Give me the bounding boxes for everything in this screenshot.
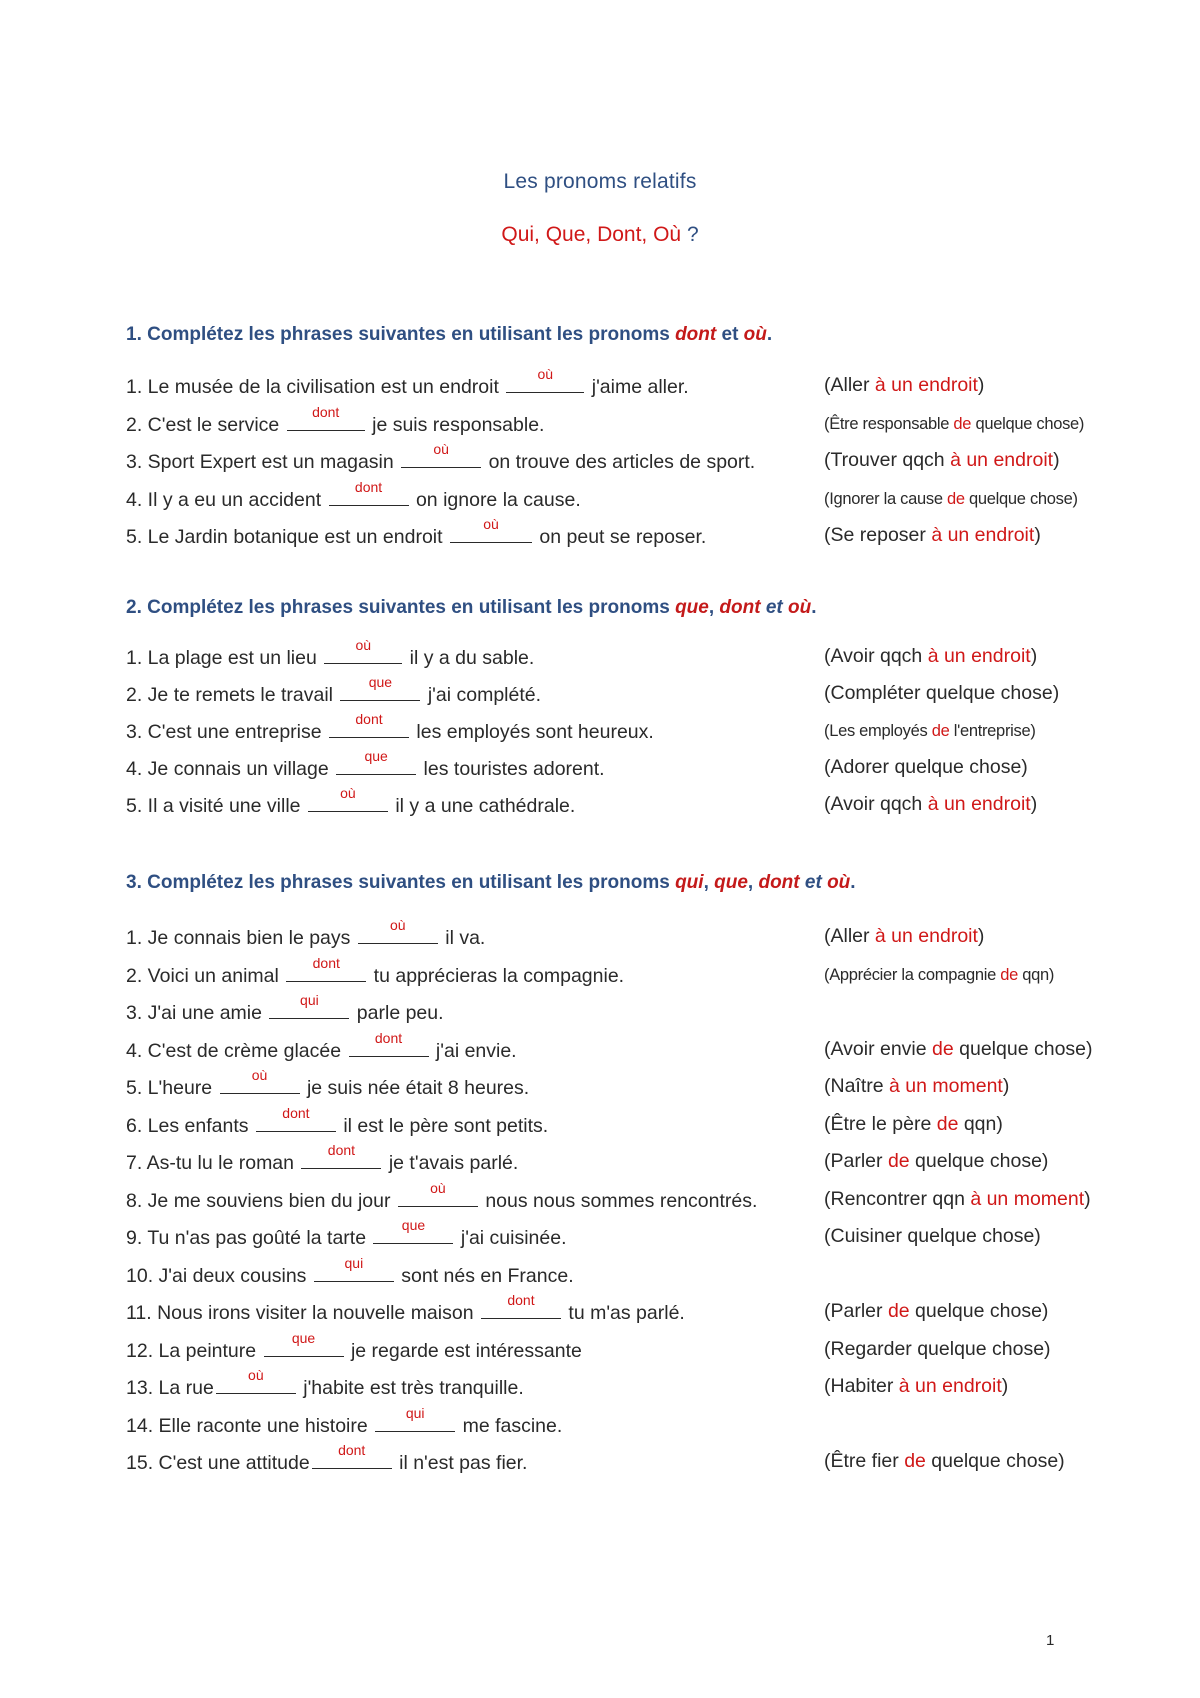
hint-text: (Cuisiner quelque chose) (824, 1225, 1041, 1247)
answer-blank[interactable] (264, 1329, 344, 1357)
answer-text: où (340, 785, 356, 801)
sentence-start: 4. Il y a eu un accident (126, 488, 327, 511)
sentence-end: je regarde est intéressante (345, 1339, 582, 1362)
exercise-sentence (126, 441, 756, 474)
hint-text: (Adorer quelque chose) (824, 756, 1028, 778)
hint-preposition: à un moment (889, 1075, 1003, 1097)
sentence-end: j'ai cuisinée. (455, 1227, 567, 1249)
answer-blank[interactable] (301, 1142, 381, 1169)
sentence-start: 10. J'ai deux cousins (126, 1264, 312, 1287)
answer-blank[interactable] (450, 516, 532, 543)
answer-blank[interactable] (349, 1029, 429, 1057)
sentence-start: 11. Nous irons visiter la nouvelle maison (126, 1302, 479, 1324)
sentence-start: 5. L'heure (126, 1077, 218, 1099)
exercise-item (126, 1067, 1136, 1103)
hint-text: (Être responsable de quelque chose) (824, 414, 1085, 433)
hint-text: (Regarder quelque chose) (824, 1337, 1051, 1360)
hint-text: (Parler de quelque chose) (824, 1150, 1049, 1172)
sentence-start: 3. C'est une entreprise (126, 721, 327, 743)
answer-text: qui (344, 1254, 364, 1271)
exercise-item (126, 478, 1136, 515)
sentence-end: sont nés en France. (395, 1264, 574, 1287)
exercise-sentence (126, 1404, 563, 1438)
answer-blank[interactable] (336, 748, 416, 775)
hint-text: (Avoir qqch à un endroit) (824, 645, 1038, 667)
hint-text: (Être le père de qqn) (824, 1112, 1003, 1135)
sentence-end: on trouve des articles de sport. (483, 451, 756, 473)
exercise-sentence (126, 785, 576, 818)
sentence-end: les employés sont heureux. (411, 721, 654, 743)
answer-text: que (401, 1217, 426, 1233)
exercise-sentence (126, 1029, 517, 1063)
exercise-item (126, 1179, 1136, 1216)
sentence-start: 2. C'est le service (126, 413, 285, 436)
pronoun-que: que (714, 872, 748, 893)
sentence-start: 4. C'est de crème glacée (126, 1039, 347, 1062)
hint-preposition: de (1000, 965, 1018, 984)
answer-blank[interactable] (375, 1404, 455, 1432)
hint-preposition: à un endroit (898, 1375, 1002, 1397)
sentence-end: je t'avais parlé. (383, 1152, 519, 1174)
sentence-end: il n'est pas fier. (393, 1452, 528, 1474)
sentence-end: j'ai envie. (430, 1039, 517, 1062)
subtitle-words: Qui, Que, Dont, Où (501, 223, 682, 246)
exercise-item (126, 1104, 1136, 1141)
exercise-sentence (126, 674, 542, 707)
answer-text: qui (405, 1404, 425, 1421)
exercise-item (126, 954, 1136, 991)
hint-preposition: de (887, 1300, 910, 1322)
exercise-item (126, 1029, 1136, 1066)
exercise-sentence (126, 1217, 567, 1250)
sentence-start: 1. Le musée de la civilisation est un endroit (126, 376, 505, 398)
hint-text: (Les employés de l'entreprise) (824, 722, 1036, 740)
hint-text: (Rencontrer qqn à un moment) (824, 1187, 1091, 1210)
sentence-end: nous nous sommes rencontrés. (479, 1189, 758, 1212)
sentence-end: j'ai complété. (422, 684, 542, 706)
answer-text: dont (338, 1442, 366, 1458)
section-3-heading: 3. Complétez les phrases suivantes en utilisant les pronoms qui, que, dont et où. (126, 872, 856, 893)
exercise-sentence (126, 1329, 582, 1363)
exercise-item (126, 711, 1136, 747)
hint-text: (Compléter quelque chose) (824, 682, 1060, 704)
pronoun-qui: qui (675, 872, 704, 893)
answer-blank[interactable] (506, 366, 584, 393)
answer-text: où (390, 917, 406, 933)
exercise-item (126, 1404, 1136, 1441)
exercise-item (126, 637, 1136, 673)
hint-text: (Avoir qqch à un endroit) (824, 793, 1038, 815)
answer-text: où (537, 366, 554, 382)
answer-blank[interactable] (358, 917, 438, 944)
answer-blank[interactable] (308, 785, 388, 812)
exercise-sentence (126, 1067, 530, 1100)
exercise-item (126, 1329, 1136, 1366)
exercise-sentence (126, 1254, 574, 1288)
pronoun-dont: dont (758, 872, 800, 893)
hint-text: (Être fier de quelque chose) (824, 1450, 1065, 1472)
exercise-sentence (126, 366, 689, 399)
exercise-item (126, 1254, 1136, 1291)
sentence-start: 13. La rue (126, 1377, 214, 1399)
sentence-end: j'habite est très tranquille. (297, 1377, 524, 1399)
answer-blank[interactable] (312, 1442, 392, 1469)
pronoun-ou: où (743, 324, 767, 345)
answer-blank[interactable] (329, 478, 409, 506)
sentence-end: il y a une cathédrale. (389, 795, 576, 817)
hint-text: (Aller à un endroit) (824, 925, 985, 947)
hint-preposition: à un endroit (874, 925, 978, 947)
answer-text: dont (312, 403, 340, 420)
answer-text: où (248, 1367, 264, 1383)
page-title: Les pronoms relatifs (503, 170, 697, 193)
answer-text: dont (507, 1292, 535, 1308)
pronoun-dont: dont (719, 597, 761, 618)
hint-preposition: de (931, 722, 950, 740)
hint-preposition: à un moment (970, 1187, 1085, 1210)
sentence-start: 15. C'est une attitude (126, 1452, 310, 1474)
hint-preposition: de (947, 489, 965, 508)
exercise-item (126, 441, 1136, 477)
hint-preposition: à un endroit (927, 793, 1031, 815)
subtitle-mark: ? (681, 223, 699, 246)
answer-blank[interactable] (401, 441, 481, 468)
answer-blank[interactable] (220, 1067, 300, 1094)
pronoun-que: que (675, 597, 709, 618)
hint-preposition: à un endroit (874, 374, 978, 396)
answer-blank[interactable] (398, 1179, 478, 1207)
sentence-end: tu apprécieras la compagnie. (368, 964, 625, 987)
answer-blank[interactable] (340, 674, 420, 701)
exercise-item (126, 785, 1136, 821)
exercise-sentence (126, 954, 625, 988)
sentence-start: 5. Le Jardin botanique est un endroit (126, 526, 448, 548)
pronoun-ou: où (827, 872, 851, 893)
sentence-start: 14. Elle raconte une histoire (126, 1414, 374, 1437)
answer-blank[interactable] (324, 637, 402, 664)
sentence-start: 3. J'ai une amie (126, 1002, 268, 1024)
answer-text: où (433, 441, 449, 457)
sentence-end: je suis née était 8 heures. (301, 1077, 530, 1099)
exercise-sentence (126, 748, 605, 781)
hint-text: (Apprécier la compagnie de qqn) (824, 965, 1055, 984)
sentence-end: les touristes adorent. (418, 758, 605, 780)
sentence-end: parle peu. (351, 1002, 444, 1024)
answer-blank[interactable] (286, 954, 366, 982)
sentence-start: 5. Il a visité une ville (126, 795, 306, 817)
sentence-start: 1. La plage est un lieu (126, 647, 323, 669)
answer-blank[interactable] (216, 1367, 296, 1394)
exercise-sentence (126, 637, 535, 670)
hint-preposition: de (904, 1450, 926, 1472)
hint-preposition: à un endroit (927, 645, 1031, 667)
answer-text: que (291, 1329, 316, 1346)
answer-text: où (251, 1067, 268, 1083)
sentence-start: 1. Je connais bien le pays (126, 927, 356, 949)
pronoun-dont: dont (675, 324, 717, 345)
exercise-item (126, 403, 1136, 440)
answer-text: que (368, 674, 393, 690)
hint-text: (Trouver qqch à un endroit) (824, 449, 1060, 471)
sentence-end: on ignore la cause. (410, 488, 581, 511)
hint-text: (Parler de quelque chose) (824, 1300, 1049, 1322)
hint-preposition: à un endroit (950, 449, 1054, 471)
exercise-item (126, 1217, 1136, 1253)
exercise-sentence (126, 516, 707, 549)
sentence-end: il y a du sable. (404, 647, 535, 669)
hint-preposition: de (887, 1150, 910, 1172)
exercise-item (126, 1142, 1136, 1178)
sentence-start: 8. Je me souviens bien du jour (126, 1189, 396, 1212)
sentence-start: 2. Je te remets le travail (126, 684, 339, 706)
answer-text: dont (354, 478, 383, 495)
exercise-item (126, 1367, 1136, 1403)
exercise-item (126, 992, 1136, 1028)
sentence-end: je suis responsable. (366, 413, 545, 436)
sentence-start: 6. Les enfants (126, 1114, 254, 1137)
exercise-sentence (126, 917, 486, 950)
hint-text: (Ignorer la cause de quelque chose) (824, 489, 1078, 508)
sentence-end: j'aime aller. (586, 376, 689, 398)
hint-preposition: de (953, 414, 972, 433)
sentence-start: 7. As-tu lu le roman (126, 1152, 300, 1174)
exercise-sentence (126, 403, 545, 437)
exercise-sentence (126, 1367, 524, 1400)
answer-text: où (355, 637, 372, 653)
sentence-start: 12. La peinture (126, 1339, 262, 1362)
exercise-item (126, 748, 1136, 784)
exercise-sentence (126, 1104, 549, 1138)
answer-blank[interactable] (314, 1254, 394, 1282)
hint-text: (Naître à un moment) (824, 1075, 1010, 1097)
exercise-sentence (126, 711, 654, 744)
sentence-end: me fascine. (457, 1414, 563, 1437)
answer-text: où (483, 516, 499, 532)
hint-preposition: de (932, 1037, 954, 1060)
exercise-sentence (126, 1142, 519, 1175)
sentence-start: 4. Je connais un village (126, 758, 335, 780)
exercise-item (126, 516, 1136, 552)
exercise-item (126, 1442, 1136, 1478)
exercise-sentence (126, 992, 444, 1025)
answer-text: que (364, 748, 388, 764)
section-2-heading: 2. Complétez les phrases suivantes en utilisant les pronoms que, dont et où. (126, 597, 817, 618)
sentence-start: 9. Tu n'as pas goûté la tarte (126, 1227, 372, 1249)
hint-preposition: de (936, 1112, 959, 1135)
sentence-start: 3. Sport Expert est un magasin (126, 451, 400, 473)
answer-text: dont (374, 1029, 403, 1046)
answer-text: qui (300, 992, 319, 1008)
hint-text: (Aller à un endroit) (824, 374, 985, 396)
sentence-end: il est le père sont petits. (337, 1114, 549, 1137)
exercise-item (126, 366, 1136, 402)
pronoun-ou: où (788, 597, 812, 618)
answer-blank[interactable] (481, 1292, 561, 1319)
answer-blank[interactable] (256, 1104, 336, 1132)
sentence-end: il va. (439, 927, 486, 949)
page-subtitle (0, 223, 1200, 247)
answer-text: dont (282, 1104, 310, 1121)
sentence-end: on peut se reposer. (533, 526, 707, 548)
answer-text: dont (355, 711, 383, 727)
answer-blank[interactable] (287, 403, 365, 431)
exercise-sentence (126, 1442, 528, 1475)
exercise-item (126, 674, 1136, 710)
answer-blank[interactable] (329, 711, 409, 738)
hint-text: (Habiter à un endroit) (824, 1375, 1009, 1397)
hint-text: (Avoir envie de quelque chose) (824, 1037, 1093, 1060)
sentence-end: tu m'as parlé. (562, 1302, 685, 1324)
exercise-item (126, 1292, 1136, 1328)
answer-text: où (430, 1179, 446, 1196)
section-1-heading: 1. Complétez les phrases suivantes en utilisant les pronoms dont et où. (126, 324, 773, 345)
exercise-item (126, 917, 1136, 953)
sentence-start: 2. Voici un animal (126, 964, 285, 987)
answer-blank[interactable] (269, 992, 349, 1019)
answer-text: dont (312, 954, 340, 971)
exercise-sentence (126, 1292, 685, 1325)
page-number: 1 (1046, 1632, 1055, 1649)
exercise-sentence (126, 1179, 758, 1213)
hint-text: (Se reposer à un endroit) (824, 524, 1041, 546)
hint-preposition: à un endroit (931, 524, 1035, 546)
answer-blank[interactable] (373, 1217, 453, 1244)
answer-text: dont (327, 1142, 356, 1158)
exercise-sentence (126, 478, 581, 512)
